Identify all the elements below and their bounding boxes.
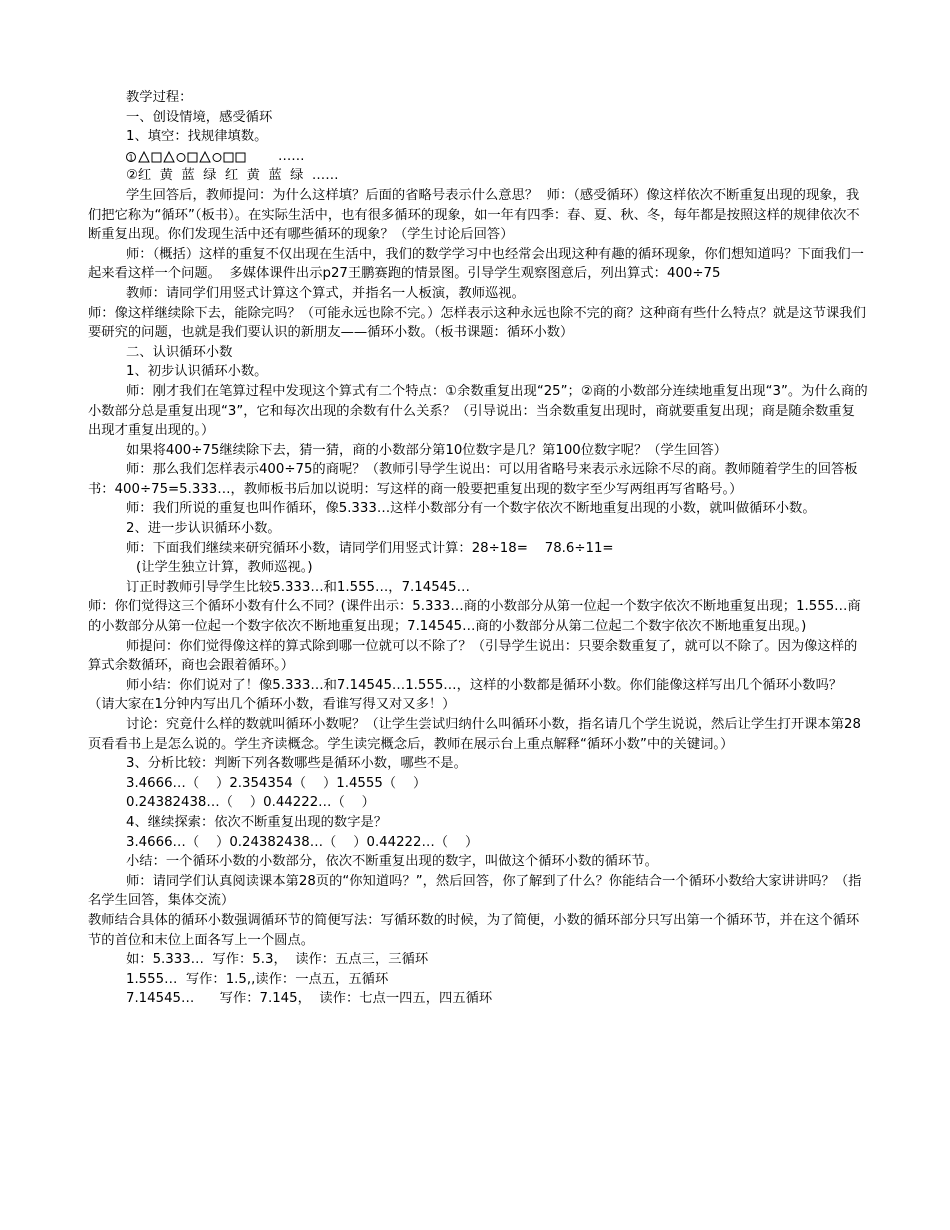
svg-text:1: 1 [128, 153, 134, 163]
line-22: 3、分析比较：判断下列各数哪些是循环小数，哪些不是。 [126, 756, 467, 772]
line-16: (让学生独立计算，教师巡视。) [136, 560, 313, 576]
line-30: 如：5.333… 写作：5.3， 读作：五点三，三循环 [126, 952, 429, 968]
line-29: 教师结合具体的循环小数强调循环节的简便写法：写循环数的时候，为了简便，小数的循环部分只写出第一个循环节，并在这个循环节的首位和末位上面各写上一个圆点。 [88, 912, 860, 948]
line-12: 师：那么我们怎样表示400÷75的商呢？（教师引导学生说出：可以用省略号来表示永远除不尽的商。教师随着学生的回答板书：400÷75=5.333…，教师板书后加以说明：写这样的商一般要把重复出现的数字至少写两组再写省略号。） [88, 462, 858, 497]
document-page [88, 88, 868, 1009]
line-17: 订正时教师引导学生比较5.333…和1.555…，7.14545… [126, 579, 470, 595]
line-6: 教师：请同学们用竖式计算这个算式，并指名一人板演，教师巡视。 [126, 285, 525, 301]
line-27: 小结：一个循环小数的小数部分，依次不断重复出现的数字，叫做这个循环小数的循环节。 [126, 854, 658, 870]
line-26: 3.4666…（ ）0.24382438…（ ）0.44222…（ ） [126, 834, 479, 850]
line-5: 师：（概括）这样的重复不仅出现在生活中，我们的数学学习中也经常会出现这种有趣的循环现象，你们想知道吗？下面我们一起来看这样一个问题。 多媒体课件出示p27王鹏赛跑的情景图。引导学生观察图意后，列出算式：400÷75 [88, 246, 864, 282]
line-1: 一、创设情境，感受循环 [126, 109, 273, 125]
line-9: 1、初步认识循环小数。 [126, 364, 268, 380]
line-31: 1.555… 写作：1.5,,读作：一点五，五循环 [126, 971, 389, 987]
line-13: 师：我们所说的重复也叫作循环，像5.333…这样小数部分有一个数字依次不断地重复出现的小数，就叫做循环小数。 [126, 501, 816, 517]
line-15: 师：下面我们继续来研究循环小数，请同学们用竖式计算：28÷18= 78.6÷11= [126, 540, 614, 556]
line-25: 4、继续探索：依次不断重复出现的数字是？ [126, 814, 388, 830]
shape-sequence-icon [126, 150, 256, 164]
line-24: 0.24382438…（ ）0.44222…（ ） [126, 795, 375, 811]
line-32: 7.14545… 写作：7.145， 读作：七点一四五，四五循环 [126, 991, 493, 1007]
shape-sequence-ellipsis: …… [278, 148, 305, 164]
line-8: 二、认识循环小数 [126, 344, 233, 360]
line-28: 师：请同学们认真阅读课本第28页的“你知道吗？”，然后回答，你了解到了什么？你能结合一个循环小数给大家讲讲吗？（指名学生回答，集体交流） [88, 873, 862, 909]
line-7: 师：像这样继续除下去，能除完吗？（可能永远也除不完。）怎样表示这种永远也除不完的商？这种商有些什么特点？就是这节课我们要研究的问题，也就是我们要认识的新朋友——循环小数。（板书课题：循环小数） [88, 305, 866, 341]
line-23: 3.4666…（ ）2.354354（ ）1.4555（ ） [126, 775, 427, 791]
line-3: ②红 黄 蓝 绿 红 黄 蓝 绿 …… [126, 168, 339, 184]
line-19: 师提问：你们觉得像这样的算式除到哪一位就可以不除了？（引导学生说出：只要余数重复了，就可以不除了。因为像这样的算式余数循环，商也会跟着循环。） [88, 638, 858, 674]
shape-sequence [88, 147, 868, 167]
line-21: 讨论：究竟什么样的数就叫循环小数呢？（让学生尝试归纳什么叫循环小数，指名请几个学生说说，然后让学生打开课本第28页看看书上是怎么说的。学生齐读概念。学生读完概念后，教师在展示台上重点解释“循环小数”中的关键词。） [88, 717, 861, 752]
line-4: 学生回答后，教师提问：为什么这样填？后面的省略号表示什么意思？ 师：（感受循环）像这样依次不断重复出现的现象，我们把它称为“循环”（板书）。在实际生活中，也有很多循环的现象，如一年有四季：春、夏、秋、冬，每年都是按照这样的规律依次不断重复出现。你们发现生活中还有哪些循环的现象？（学生讨论后回答） [88, 187, 860, 243]
line-20: 师小结：你们说对了！像5.333…和7.14545…1.555…，这样的小数都是循环小数。你们能像这样写出几个循环小数吗？（请大家在1分钟内写出几个循环小数，看谁写得又对又多！） [88, 677, 843, 713]
line-0: 教学过程： [126, 90, 193, 105]
document-body [88, 166, 868, 1009]
line-14: 2、进一步认识循环小数。 [126, 521, 281, 537]
line-2: 1、填空：找规律填数。 [126, 129, 268, 145]
line-10: 师：刚才我们在笔算过程中发现这个算式有二个特点：①余数重复出现“25”；②商的小数部分连续地重复出现“3”。为什么商的小数部分总是重复出现“3”，它和每次出现的余数有什么关系？（引导说出：当余数重复出现时，商就要重复出现；商是随余数重复出现才重复出现的。） [88, 383, 868, 439]
line-18: 师：你们觉得这三个循环小数有什么不同？(课件出示：5.333…商的小数部分从第一位起一个数字依次不断地重复出现；1.555…商的小数部分从第一位起一个数字依次不断地重复出现；7.14545…商的小数部分从第二位起二个数字依次不断地重复出现。) [88, 599, 861, 635]
line-11: 如果将400÷75继续除下去，猜一猜，商的小数部分第10位数字是几？第100位数字呢？（学生回答） [126, 442, 728, 458]
